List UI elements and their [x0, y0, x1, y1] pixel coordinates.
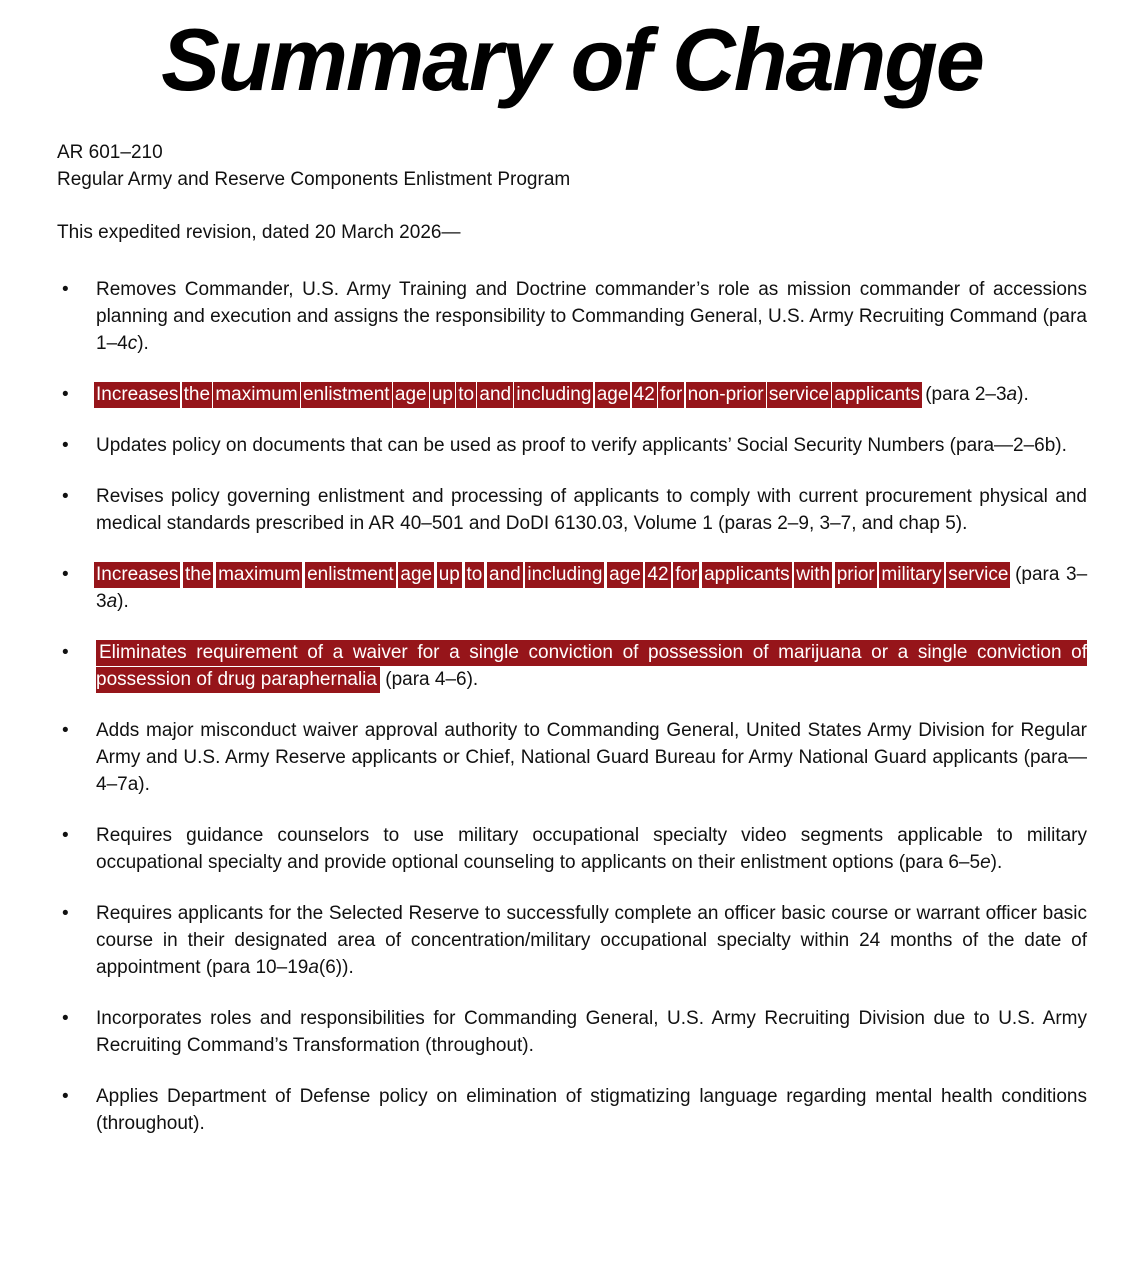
- highlighted-word: age: [595, 382, 631, 408]
- bullet-marker-icon: •: [62, 641, 69, 663]
- highlighted-word: age: [607, 562, 643, 588]
- bullet-text: [96, 900, 1087, 981]
- text-segment: (para 3–3: [96, 563, 1088, 612]
- text-segment: Requires applicants for the Selected Reserve to successfully complete an officer basic course or warrant officer basic course in their designated area of concentration/military occupational specialty within 24 months of the date of appointment (para 10–19: [96, 902, 1087, 978]
- bullet-marker-icon: •: [62, 563, 69, 585]
- text-segment: Updates policy on documents that can be used as proof to verify applicants’ Social Security Numbers (para—2–6b).: [96, 434, 1067, 456]
- bullet-text: [96, 822, 1087, 876]
- text-segment: a: [106, 590, 118, 612]
- highlighted-word: 42: [645, 562, 670, 588]
- highlighted-word: age: [393, 382, 429, 408]
- bullet-item: [57, 1083, 1087, 1137]
- bullet-item: [57, 822, 1087, 876]
- highlighted-word: service: [946, 562, 1010, 588]
- bullet-text: [96, 561, 1087, 615]
- highlighted-word: Increases: [94, 562, 180, 588]
- highlighted-word: military: [879, 562, 943, 588]
- text-segment: Incorporates roles and responsibilities for Commanding General, U.S. Army Recruiting Division due to U.S. Army Recruiting Command’s Transformation (throughout).: [96, 1007, 1087, 1056]
- bullet-text: [96, 483, 1087, 537]
- highlighted-word: for: [658, 382, 684, 408]
- bullet-marker-icon: •: [62, 1085, 69, 1107]
- bullet-text: [96, 717, 1087, 798]
- text-segment: Removes Commander, U.S. Army Training and Doctrine commander’s role as mission commander of accessions planning and execution and assigns the responsibility to Commanding General, U.S. Army Recruiting Command (para 1–4: [96, 278, 1087, 354]
- highlighted-word: age: [398, 562, 434, 588]
- text-segment: a: [1006, 383, 1018, 405]
- bullet-item: [57, 900, 1087, 981]
- bullet-marker-icon: •: [62, 824, 69, 846]
- bullet-item: [57, 381, 1087, 408]
- bullet-marker-icon: •: [62, 719, 69, 741]
- page-title: Summary of Change: [161, 10, 983, 109]
- bullet-text: [96, 381, 1087, 408]
- regulation-title: Regular Army and Reserve Components Enlistment Program: [57, 168, 571, 190]
- highlighted-word: the: [183, 562, 213, 588]
- highlighted-word: up: [437, 562, 462, 588]
- highlighted-word: service: [767, 382, 831, 408]
- text-segment: Applies Department of Defense policy on elimination of stigmatizing language regarding mental health conditions (throughout).: [96, 1085, 1087, 1134]
- text-segment: ).: [1017, 383, 1029, 405]
- highlighted-word: enlistment: [305, 562, 396, 588]
- bullet-marker-icon: •: [62, 902, 69, 924]
- highlighted-word: non-prior: [686, 382, 766, 408]
- bullet-marker-icon: •: [62, 383, 69, 405]
- highlighted-word: enlistment: [301, 382, 392, 408]
- highlighted-word: for: [673, 562, 699, 588]
- highlighted-word: 42: [632, 382, 657, 408]
- highlighted-word: including: [525, 562, 604, 588]
- text-segment: Revises policy governing enlistment and processing of applicants to comply with current procurement physical and medical standards prescribed in AR 40–501 and DoDI 6130.03, Volume 1 (paras 2–9, 3–7, and chap 5).: [96, 485, 1087, 534]
- text-segment: e: [980, 851, 991, 873]
- highlighted-word: including: [514, 382, 593, 408]
- text-segment: (6)).: [318, 956, 354, 978]
- intro-line: This expedited revision, dated 20 March 2026—: [57, 221, 461, 243]
- text-segment: a: [308, 956, 319, 978]
- highlighted-word: prior: [835, 562, 877, 588]
- bullet-item: [57, 639, 1087, 693]
- highlighted-word: to: [456, 382, 476, 408]
- highlighted-word: the: [182, 382, 212, 408]
- highlighted-word: up: [430, 382, 455, 408]
- highlighted-word: maximum: [213, 382, 299, 408]
- highlighted-word: to: [465, 562, 485, 588]
- highlighted-word: applicants: [702, 562, 792, 588]
- highlighted-word: and: [477, 382, 513, 408]
- regulation-number: AR 601–210: [57, 141, 163, 163]
- bullet-marker-icon: •: [62, 278, 69, 300]
- bullet-item: [57, 1005, 1087, 1059]
- bullet-item: [57, 432, 1087, 459]
- bullet-text: [96, 639, 1087, 693]
- highlighted-word: applicants: [832, 382, 922, 408]
- highlighted-word: Increases: [94, 382, 180, 408]
- bullet-item: [57, 561, 1087, 615]
- text-segment: ).: [137, 332, 149, 354]
- text-segment: (para 2–3: [919, 383, 1007, 405]
- bullet-item: [57, 276, 1087, 357]
- bullet-marker-icon: •: [62, 1007, 69, 1029]
- bullet-item: [57, 483, 1087, 537]
- document-meta: [57, 139, 1087, 193]
- text-segment: (para 4–6).: [379, 668, 479, 690]
- highlighted-word: and: [487, 562, 523, 588]
- text-segment: c: [127, 332, 138, 354]
- highlighted-word: maximum: [216, 562, 302, 588]
- bullet-text: [96, 276, 1087, 357]
- highlighted-word: with: [794, 562, 832, 588]
- bullet-text: [96, 1083, 1087, 1137]
- text-segment: ).: [990, 851, 1003, 873]
- bullet-marker-icon: •: [62, 434, 69, 456]
- highlight-band: Eliminates requirement of a waiver for a single conviction of possession of marijuana or a single conviction of possession of drug paraphernalia: [96, 640, 1087, 693]
- bullet-text: [96, 1005, 1087, 1059]
- bullet-marker-icon: •: [62, 485, 69, 507]
- text-segment: Adds major misconduct waiver approval authority to Commanding General, United States Army Division for Regular Army and U.S. Army Reserve applicants or Chief, National Guard Bureau for Army National Guard applicants (para—4–7a).: [96, 719, 1087, 795]
- bullet-item: [57, 717, 1087, 798]
- changes-list: [57, 276, 1087, 1137]
- text-segment: Requires guidance counselors to use military occupational specialty video segments applicable to military occupational specialty and provide optional counseling to applicants on their enlistment options (para 6–5: [96, 824, 1087, 873]
- bullet-text: [96, 432, 1087, 459]
- text-segment: ).: [117, 590, 129, 612]
